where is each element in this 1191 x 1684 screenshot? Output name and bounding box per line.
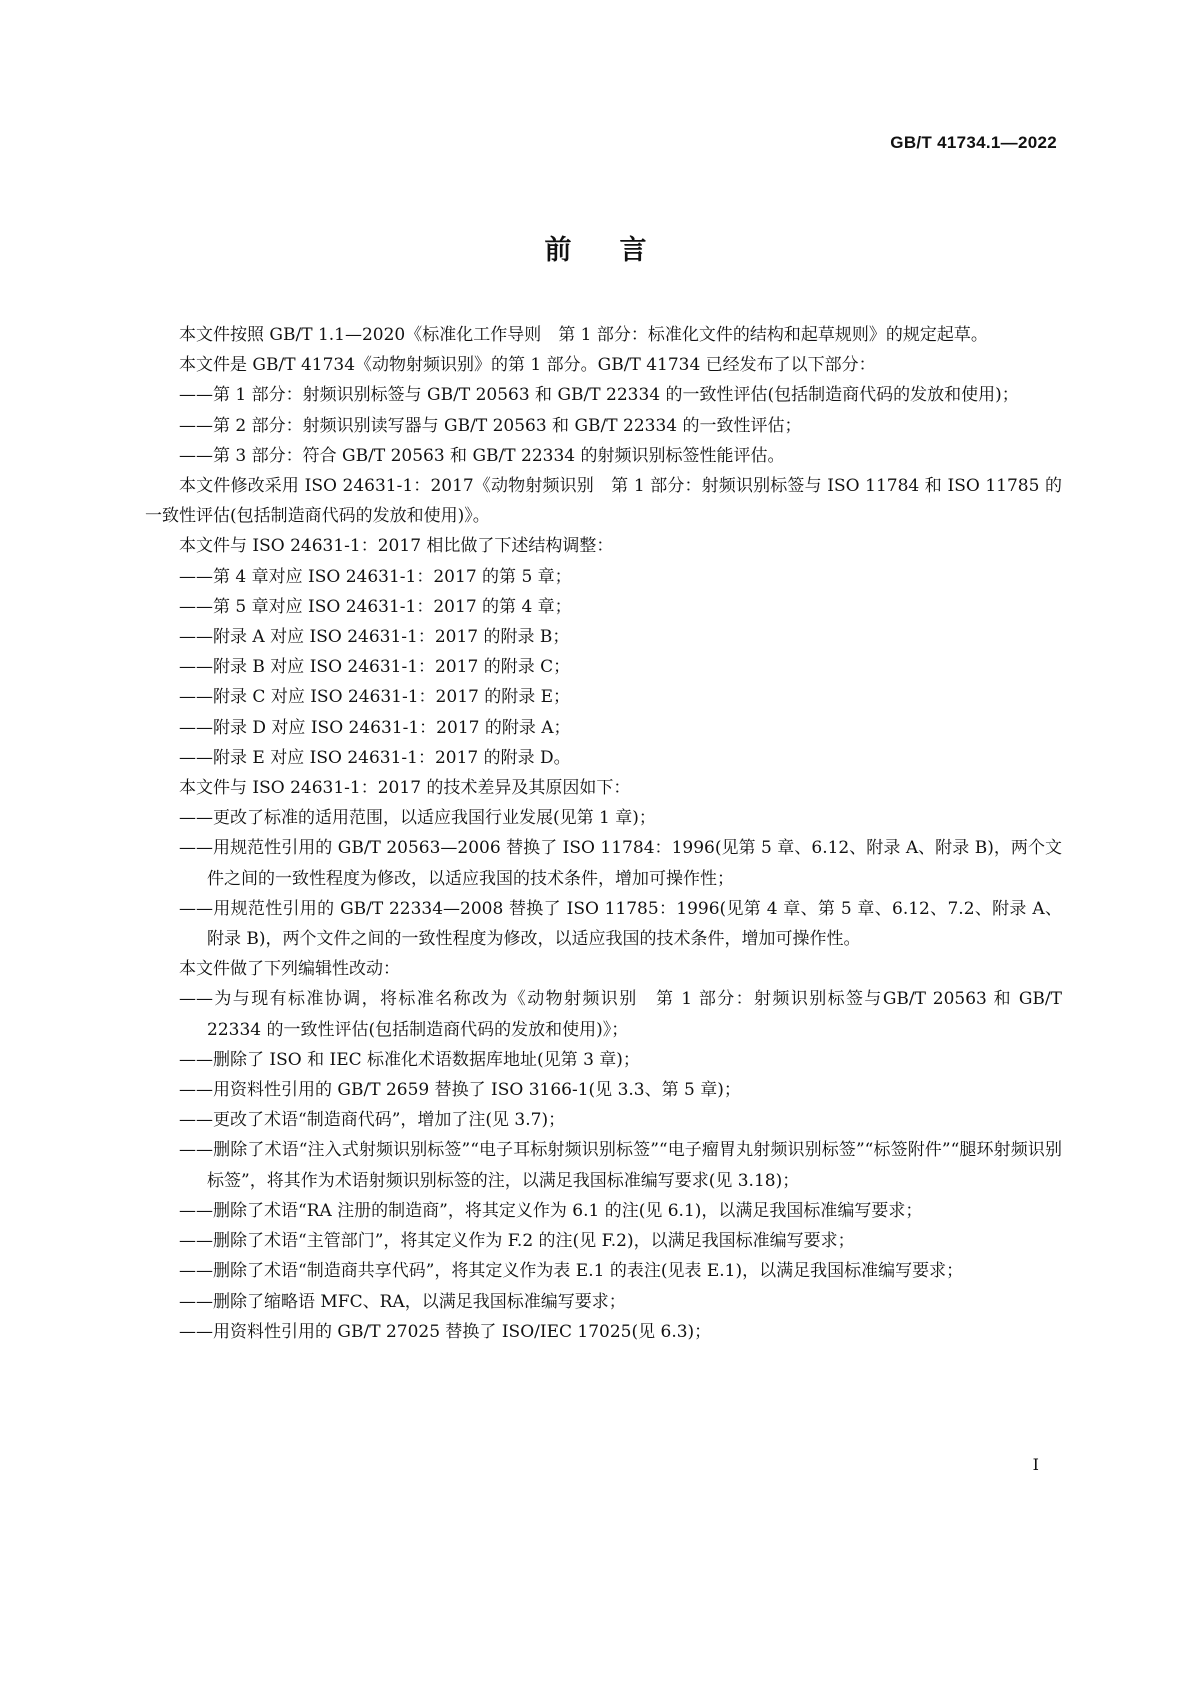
list-item: ——用资料性引用的 GB/T 27025 替换了 ISO/IEC 17025(见 6.3)；	[179, 1321, 712, 1342]
list-item: ——第 3 部分：符合 GB/T 20563 和 GB/T 22334 的射频识别标签性能评估。	[179, 445, 785, 466]
page-number: I	[1032, 1455, 1039, 1474]
list-item: ——用资料性引用的 GB/T 2659 替换了 ISO 3166-1(见 3.3、第 5 章)；	[179, 1080, 741, 1101]
paragraph: 本文件是 GB/T 41734《动物射频识别》的第 1 部分。GB/T 41734 已经发布了以下部分：	[179, 355, 876, 376]
list-item: ——删除了 ISO 和 IEC 标准化术语数据库地址(见第 3 章)；	[179, 1049, 640, 1070]
list-item: ——附录 D 对应 ISO 24631-1：2017 的附录 A；	[179, 717, 571, 738]
paragraph: 本文件与 ISO 24631-1：2017 的技术差异及其原因如下：	[179, 778, 631, 799]
list-item: ——用规范性引用的 GB/T 22334—2008 替换了 ISO 11785：1996(见第 4 章、第 5 章、6.12、7.2、附录 A、附录 B)，两个文件之间的一致性程度为修改，以适应我国的技术条件，增加可操作性。	[179, 898, 1062, 950]
list-item: ——第 2 部分：射频识别读写器与 GB/T 20563 和 GB/T 22334 的一致性评估；	[179, 415, 802, 436]
list-item: ——删除了术语“制造商共享代码”，将其定义作为表 E.1 的表注(见表 E.1)，以满足我国标准编写要求；	[179, 1261, 964, 1282]
list-item: ——删除了术语“主管部门”，将其定义作为 F.2 的注(见 F.2)，以满足我国标准编写要求；	[179, 1231, 855, 1252]
list-item: ——附录 C 对应 ISO 24631-1：2017 的附录 E；	[179, 687, 571, 708]
list-item: ——删除了术语“RA 注册的制造商”，将其定义作为 6.1 的注(见 6.1)，以满足我国标准编写要求；	[179, 1200, 923, 1221]
list-item: ——更改了术语“制造商代码”，增加了注(见 3.7)；	[179, 1110, 566, 1131]
list-item: ——删除了术语“注入式射频识别标签”“电子耳标射频识别标签”“电子瘤胃丸射频识别标签”“标签附件”“腿环射频识别标签”，将其作为术语射频识别标签的注，以满足我国标准编写要求(见 3.18)；	[179, 1140, 1062, 1191]
paragraph: 本文件按照 GB/T 1.1—2020《标准化工作导则 第 1 部分：标准化文件的结构和起草规则》的规定起草。	[179, 325, 988, 345]
list-item: ——附录 B 对应 ISO 24631-1：2017 的附录 C；	[179, 657, 571, 678]
paragraph: 本文件修改采用 ISO 24631-1：2017《动物射频识别 第 1 部分：射频识别标签与 ISO 11784 和 ISO 11785 的一致性评估(包括制造商代码的发放和使用)》。	[145, 476, 1062, 527]
list-item: ——第 5 章对应 ISO 24631-1：2017 的第 4 章；	[179, 596, 572, 617]
list-item: ——删除了缩略语 MFC、RA，以满足我国标准编写要求；	[179, 1291, 626, 1312]
list-item: ——第 1 部分：射频识别标签与 GB/T 20563 和 GB/T 22334 的一致性评估(包括制造商代码的发放和使用)；	[179, 385, 1019, 406]
list-item: ——为与现有标准协调，将标准名称改为《动物射频识别 第 1 部分：射频识别标签与GB/T 20563 和 GB/T 22334 的一致性评估(包括制造商代码的发放和使用)》；	[179, 989, 1062, 1040]
list-item: ——第 4 章对应 ISO 24631-1：2017 的第 5 章；	[179, 566, 572, 587]
list-item: ——用规范性引用的 GB/T 20563—2006 替换了 ISO 11784：1996(见第 5 章、6.12、附录 A、附录 B)，两个文件之间的一致性程度为修改，以适应我国的技术条件，增加可操作性；	[179, 838, 1062, 889]
page-title: 前言	[544, 235, 695, 266]
standard-code: GB/T 41734.1—2022	[890, 133, 1057, 152]
list-item: ——附录 A 对应 ISO 24631-1：2017 的附录 B；	[179, 627, 570, 648]
foreword-body	[145, 320, 1062, 1347]
list-item: ——更改了标准的适用范围，以适应我国行业发展(见第 1 章)；	[179, 808, 656, 829]
paragraph: 本文件做了下列编辑性改动：	[179, 959, 400, 980]
paragraph: 本文件与 ISO 24631-1：2017 相比做了下述结构调整：	[179, 536, 614, 557]
list-item: ——附录 E 对应 ISO 24631-1：2017 的附录 D。	[179, 747, 571, 768]
